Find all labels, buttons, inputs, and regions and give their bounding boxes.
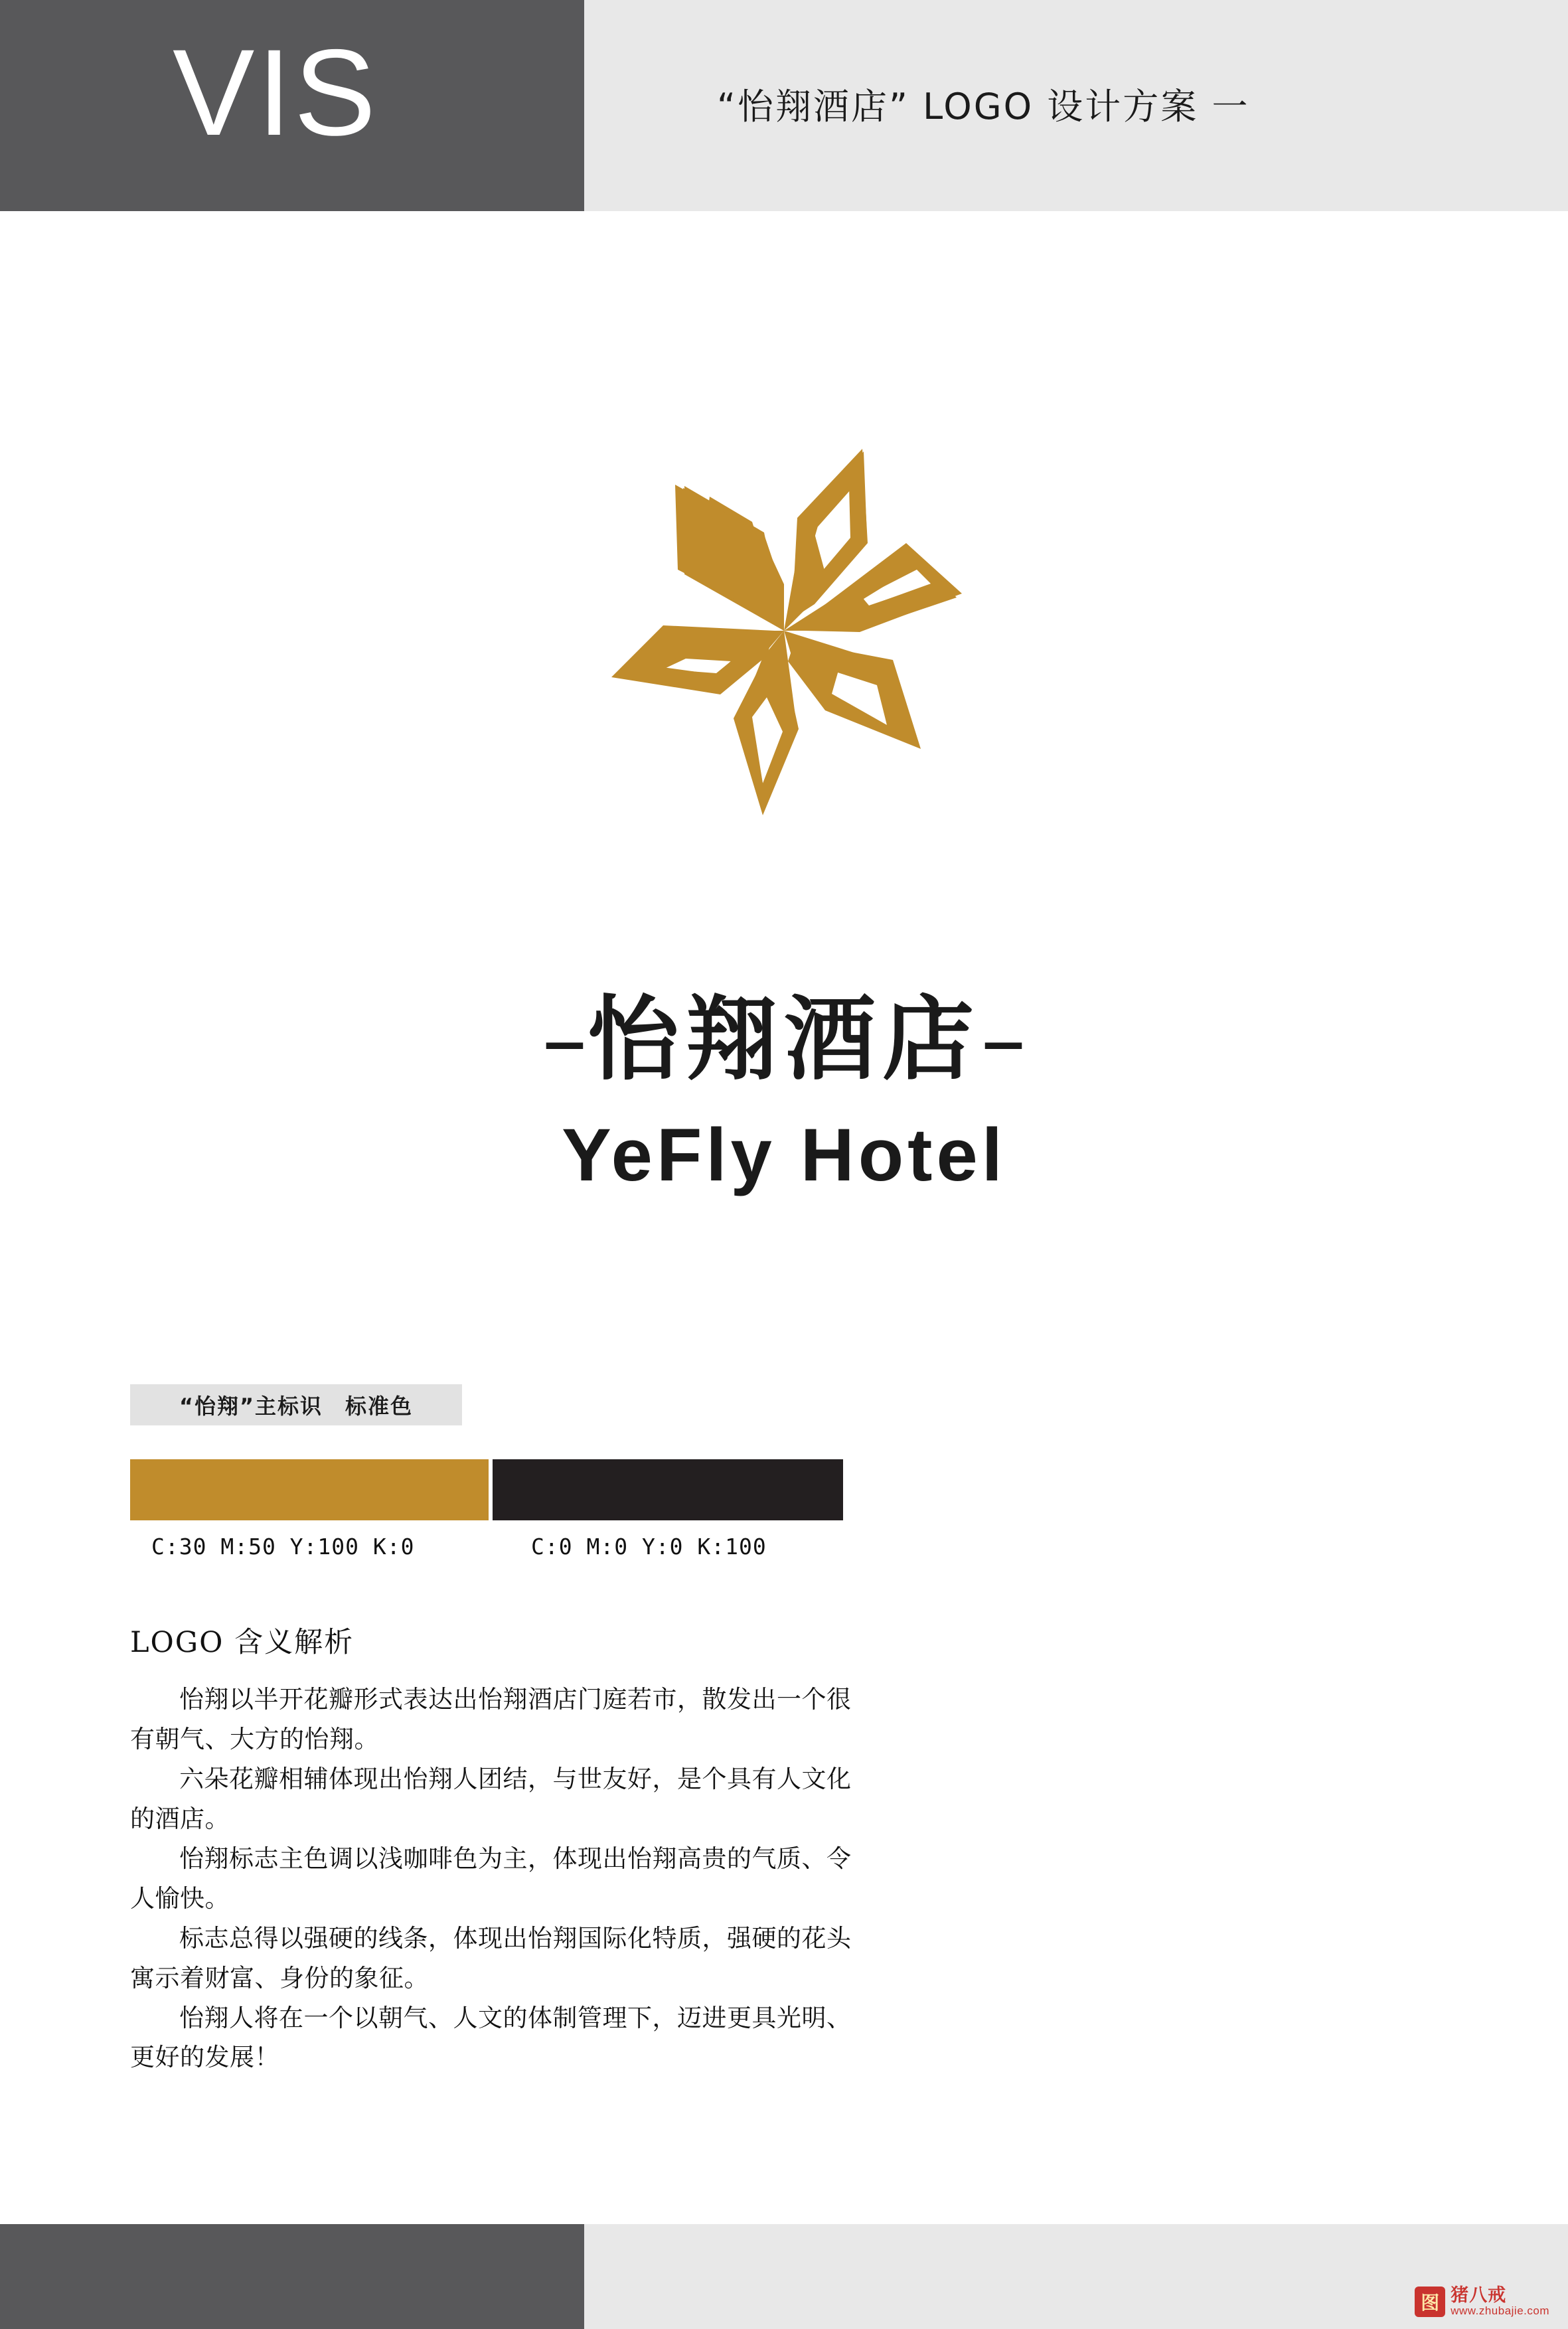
color-section-caption: “怡翔”主标识 标准色 — [130, 1384, 462, 1425]
watermark — [1415, 2287, 1549, 2317]
logo-name-cn-text: 怡翔酒店 — [587, 986, 980, 1093]
gold-swatch — [130, 1459, 489, 1520]
explanation-body — [130, 1680, 860, 2077]
logo-dash-right: – — [980, 986, 1026, 1093]
logo-name-en: YeFly Hotel — [562, 1113, 1006, 1196]
logo-name-cn — [0, 966, 1568, 1097]
watermark-name: 猪八戒 — [1450, 2285, 1507, 2306]
explanation-paragraph: 怡翔以半开花瓣形式表达出怡翔酒店门庭若市，散发出一个很有朝气、大方的怡翔。 — [130, 1685, 852, 1753]
explanation-paragraph: 怡翔人将在一个以朝气、人文的体制管理下，迈进更具光明、更好的发展！ — [130, 2003, 852, 2072]
logo-mark — [0, 319, 1568, 983]
watermark-badge-icon: 图 — [1415, 2287, 1445, 2317]
watermark-text — [1450, 2287, 1549, 2317]
explanation-paragraph: 怡翔标志主色调以浅咖啡色为主，体现出怡翔高贵的气质、令人愉快。 — [130, 1844, 852, 1913]
logo-dash-left: – — [541, 986, 588, 1093]
gold-swatch-label: C:30 M:50 Y:100 K:0 — [151, 1534, 415, 1560]
page-header — [0, 0, 1568, 211]
explanation-paragraph: 六朵花瓣相辅体现出怡翔人团结，与世友好，是个具有人文化的酒店。 — [130, 1764, 852, 1833]
page-title: “怡翔酒店” LOGO 设计方案 一 — [717, 86, 1250, 127]
watermark-url: www.zhubajie.com — [1450, 2304, 1549, 2318]
black-swatch-label: C:0 M:0 Y:0 K:100 — [531, 1534, 767, 1560]
vis-label: VIS — [173, 25, 379, 161]
page-footer — [0, 2224, 1568, 2329]
footer-dark-block — [0, 2224, 584, 2329]
explanation-title: LOGO 含义解析 — [130, 1626, 354, 1659]
explanation-paragraph: 标志总得以强硬的线条，体现出怡翔国际化特质，强硬的花头寓示着财富、身份的象征。 — [130, 1923, 852, 1992]
black-swatch — [493, 1459, 843, 1520]
flower-logo-icon — [452, 319, 1116, 929]
